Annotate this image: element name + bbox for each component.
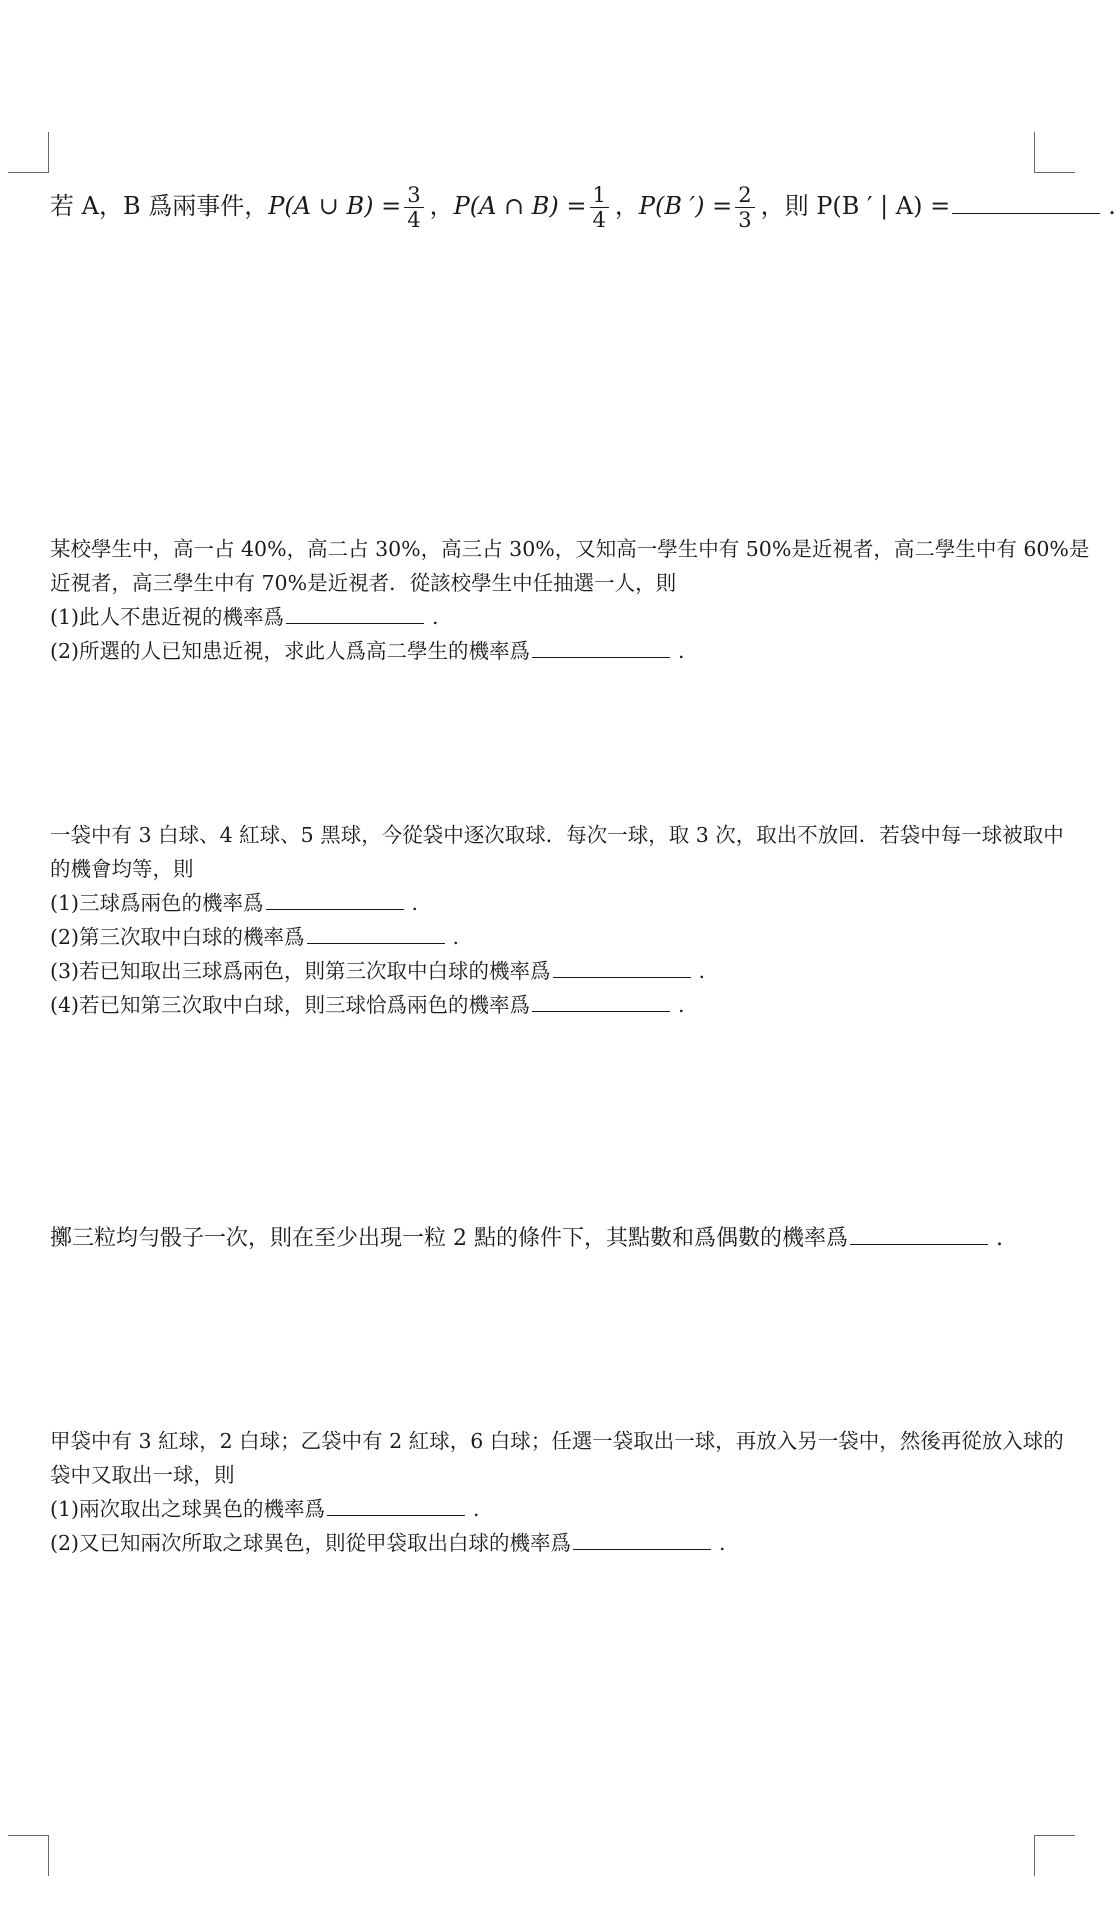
- question-2: [50, 532, 1090, 668]
- q1-fraction-intersection: [590, 183, 609, 232]
- q2-part-1-blank[interactable]: [286, 601, 424, 624]
- q5-part-1: [50, 1492, 1040, 1526]
- question-1: [50, 176, 1116, 236]
- q1-intro: 若 A，B 爲兩事件，: [50, 192, 269, 220]
- q3-part-4: [50, 988, 1040, 1022]
- q1-fraction-b-complement-num: 2: [735, 183, 754, 208]
- q2-part-1-text: (1)此人不患近視的機率爲: [50, 605, 285, 629]
- q1-answer-blank[interactable]: [952, 191, 1100, 214]
- q3-part-3-text: (3)若已知取出三球爲兩色，則第三次取中白球的機率爲: [50, 959, 551, 983]
- question-1-line: [50, 176, 1116, 236]
- q1-p-b-complement: P(B ′) =: [638, 192, 733, 220]
- q1-separator-2: ，: [614, 192, 639, 220]
- q5-line-2: 袋中又取出一球，則: [50, 1463, 235, 1487]
- q4-answer-blank[interactable]: [850, 1222, 988, 1245]
- q1-fraction-b-complement-den: 3: [738, 208, 752, 232]
- q1-p-union: P(A ∪ B) =: [268, 192, 402, 220]
- q2-part-1: [50, 600, 1040, 634]
- q1-fraction-union: [404, 183, 423, 232]
- q5-part-2: [50, 1526, 1040, 1560]
- q3-part-1: [50, 886, 1040, 920]
- q5-part-1-period: .: [473, 1497, 480, 1521]
- q2-line-2: 近視者，高三學生中有 70%是近視者．從該校學生中任抽選一人，則: [50, 571, 677, 595]
- q3-part-2-text: (2)第三次取中白球的機率爲: [50, 925, 305, 949]
- q5-line-1: 甲袋中有 3 紅球，2 白球；乙袋中有 2 紅球，6 白球；任選一袋取出一球，再放入另一袋中，然後再從放入球的: [50, 1429, 1064, 1453]
- q3-part-2-period: .: [452, 925, 460, 949]
- q1-fraction-intersection-num: 1: [590, 183, 609, 208]
- q3-part-3-blank[interactable]: [553, 955, 691, 978]
- q3-part-1-text: (1)三球爲兩色的機率爲: [50, 891, 264, 915]
- crop-mark-bottom-right: [1034, 1835, 1075, 1876]
- q4-text: 擲三粒均勻骰子一次，則在至少出現一粒 2 點的條件下，其點數和爲偶數的機率爲: [50, 1226, 848, 1251]
- question-3: [50, 818, 1064, 1022]
- q2-part-2-period: .: [678, 639, 685, 663]
- q3-line-2: 的機會均等，則: [50, 857, 194, 881]
- q3-part-4-text: (4)若已知第三次取中白球，則三球恰爲兩色的機率爲: [50, 993, 531, 1017]
- q5-part-1-blank[interactable]: [327, 1493, 465, 1516]
- q1-fraction-union-num: 3: [404, 183, 423, 208]
- q4-period: .: [996, 1226, 1003, 1251]
- q1-fraction-union-den: 4: [407, 208, 421, 232]
- q3-part-4-blank[interactable]: [532, 989, 670, 1012]
- q3-part-1-blank[interactable]: [266, 887, 404, 910]
- question-5: [50, 1424, 1064, 1560]
- q3-part-3-period: .: [698, 959, 706, 983]
- q3-part-3: [50, 954, 1040, 988]
- q5-part-2-period: .: [719, 1531, 726, 1555]
- crop-mark-top-right: [1034, 132, 1075, 173]
- q2-part-2-text: (2)所選的人已知患近視，求此人爲高二學生的機率爲: [50, 639, 531, 663]
- q3-part-4-period: .: [678, 993, 685, 1017]
- q2-part-2: [50, 634, 1040, 668]
- q5-part-2-blank[interactable]: [573, 1527, 711, 1550]
- q2-part-1-period: .: [432, 605, 439, 629]
- question-4: [50, 1222, 1040, 1256]
- q1-fraction-b-complement: [735, 183, 754, 232]
- q4-line-1: [50, 1222, 1040, 1256]
- q1-end-period: .: [1108, 192, 1116, 220]
- q3-part-1-period: .: [411, 891, 419, 915]
- q3-part-2-blank[interactable]: [307, 921, 445, 944]
- q1-separator-1: ，: [429, 192, 454, 220]
- q1-p-intersection: P(A ∩ B) =: [453, 192, 587, 220]
- crop-mark-bottom-left: [8, 1835, 49, 1876]
- q1-fraction-intersection-den: 4: [592, 208, 606, 232]
- q5-part-1-text: (1)兩次取出之球異色的機率爲: [50, 1497, 326, 1521]
- q5-part-2-text: (2)又已知兩次所取之球異色，則從甲袋取出白球的機率爲: [50, 1531, 572, 1555]
- crop-mark-top-left: [8, 132, 49, 173]
- q1-ask: ，則 P(B ′ | A) =: [760, 192, 951, 220]
- q3-part-2: [50, 920, 1040, 954]
- q2-part-2-blank[interactable]: [532, 635, 670, 658]
- q2-line-1: 某校學生中，高一占 40%，高二占 30%，高三占 30%，又知高一學生中有 50%是近視者，高二學生中有 60%是: [50, 537, 1090, 561]
- q3-line-1: 一袋中有 3 白球、4 紅球、5 黑球，今從袋中逐次取球．每次一球，取 3 次，取出不放回．若袋中每一球被取中: [50, 823, 1064, 847]
